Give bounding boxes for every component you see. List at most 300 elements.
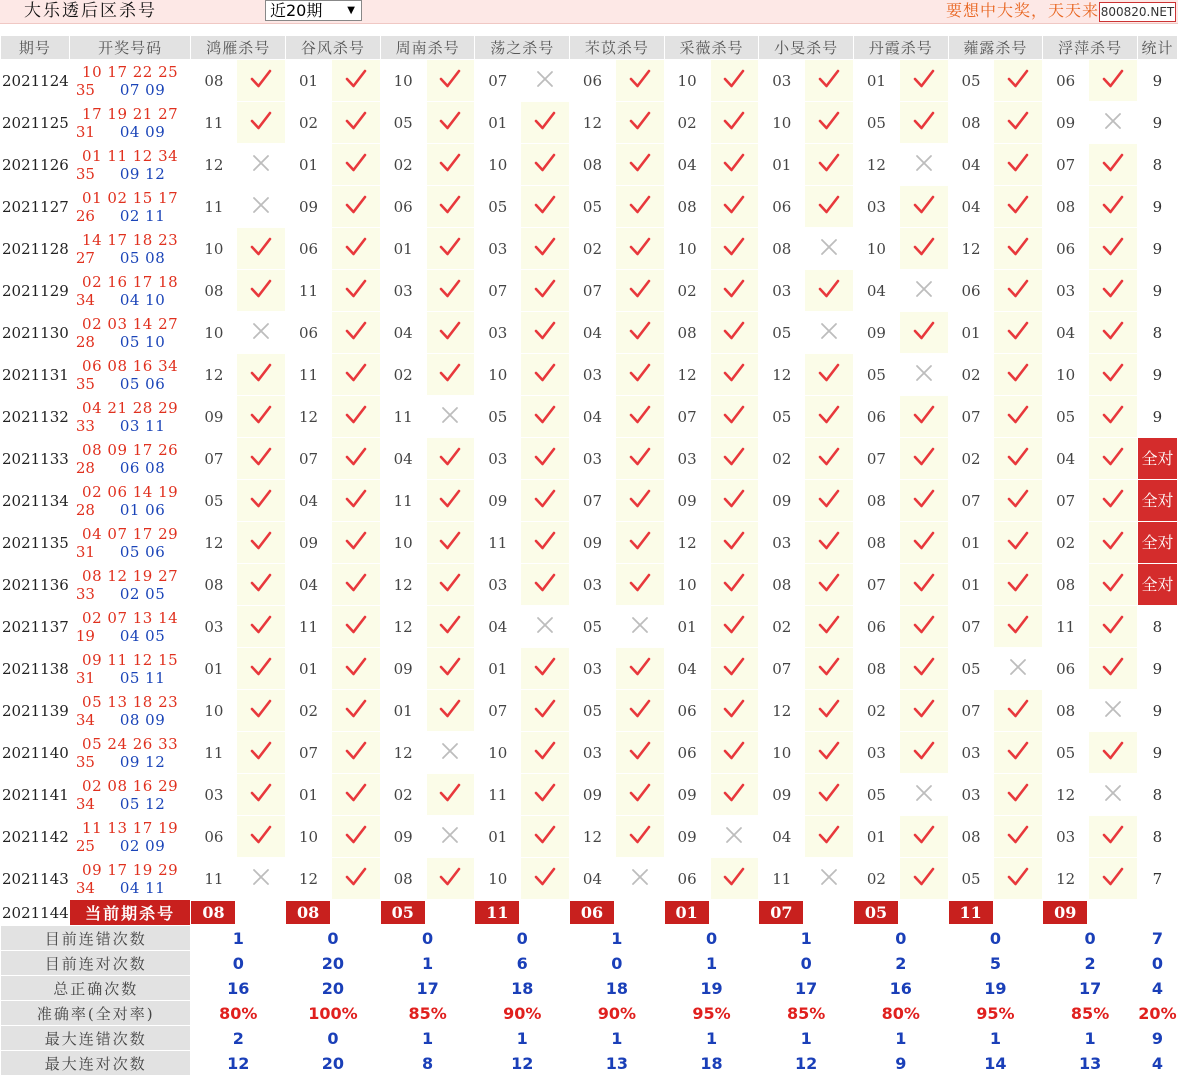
kill-number: 02 [664,270,710,312]
result-cell [331,690,380,732]
kill-number: 12 [570,816,616,858]
result-cell [805,522,854,564]
result-cell [994,228,1043,270]
result-cell [237,690,286,732]
check-icon [533,655,557,679]
check-icon [912,109,936,133]
result-cell [1089,480,1138,522]
check-icon [533,403,557,427]
check-icon [912,235,936,259]
front-number-last: 34 [75,794,95,813]
issue-number: 2021139 [1,690,70,732]
check-icon [722,697,746,721]
kill-number: 07 [948,480,994,522]
draw-numbers [69,102,191,144]
table-row [1,774,1178,816]
result-cell [237,60,286,102]
result-cell [331,732,380,774]
issue-number: 2021138 [1,648,70,690]
hit-count: 9 [1137,690,1177,732]
result-cell [521,480,570,522]
check-icon [249,487,273,511]
kill-number: 01 [475,816,521,858]
stats-value: 95% [948,1001,1043,1026]
result-cell [237,522,286,564]
stats-value: 90% [475,1001,570,1026]
kill-number: 06 [286,228,332,270]
front-numbers: 01 02 15 17 [82,188,179,207]
stats-value: 85% [380,1001,475,1026]
kill-number: 06 [664,690,710,732]
column-header: 芣苡杀号 [570,36,665,60]
check-icon [1101,739,1125,763]
period-select[interactable] [265,0,362,21]
check-icon [344,697,368,721]
column-header: 期号 [1,36,70,60]
stats-value: 13 [570,1051,665,1076]
stats-value: 1 [664,1026,759,1051]
front-numbers: 05 13 18 23 [82,692,179,711]
check-icon [344,109,368,133]
kill-number: 12 [759,690,805,732]
check-icon [344,865,368,889]
check-icon [628,403,652,427]
cross-icon [438,823,462,847]
draw-numbers [69,732,191,774]
front-numbers: 02 08 16 29 [82,776,179,795]
check-icon [1006,193,1030,217]
issue-number: 2021132 [1,396,70,438]
kill-number: 12 [759,354,805,396]
kill-number: 09 [380,648,426,690]
result-cell [994,648,1043,690]
back-numbers: 05 06 [119,542,166,561]
check-icon [249,571,273,595]
kill-number: 05 [948,858,994,900]
check-icon [438,781,462,805]
check-icon [722,529,746,553]
back-numbers: 05 12 [119,794,166,813]
check-icon [249,823,273,847]
issue-number: 2021140 [1,732,70,774]
back-numbers: 05 11 [119,668,166,687]
check-icon [722,277,746,301]
front-number-last: 25 [75,836,95,855]
kill-number: 12 [948,228,994,270]
check-icon [1101,193,1125,217]
kill-number: 04 [286,564,332,606]
check-icon [249,277,273,301]
check-icon [344,151,368,175]
kill-number: 03 [570,438,616,480]
check-icon [817,277,841,301]
result-cell [710,774,759,816]
check-icon [533,865,557,889]
check-icon [628,193,652,217]
check-icon [628,487,652,511]
stats-value: 1 [1043,1026,1138,1051]
stats-value: 1 [570,926,665,951]
table-row [1,606,1178,648]
result-cell [710,480,759,522]
back-numbers: 03 11 [119,416,166,435]
check-icon [817,193,841,217]
check-icon [1006,151,1030,175]
check-icon [249,445,273,469]
check-icon [344,235,368,259]
check-icon [438,361,462,385]
result-cell [426,396,475,438]
stats-value: 90% [570,1001,665,1026]
kill-number: 08 [759,228,805,270]
check-icon [344,613,368,637]
kill-number: 12 [286,396,332,438]
check-icon [438,277,462,301]
check-icon [344,193,368,217]
hit-count: 9 [1137,102,1177,144]
stats-value: 0 [380,926,475,951]
check-icon [628,739,652,763]
stats-value: 6 [475,951,570,976]
check-icon [438,613,462,637]
check-icon [533,529,557,553]
result-cell [710,102,759,144]
check-icon [533,151,557,175]
result-cell [994,102,1043,144]
check-icon [533,193,557,217]
kill-number: 11 [475,522,521,564]
front-number-last: 35 [75,164,95,183]
kill-number: 01 [853,816,899,858]
draw-numbers [69,438,191,480]
result-cell [237,648,286,690]
check-icon [438,235,462,259]
result-cell [521,816,570,858]
stats-total: 20% [1137,1001,1177,1026]
result-cell [805,816,854,858]
stats-value: 0 [475,926,570,951]
stats-row [1,1026,1178,1051]
stats-value: 20 [286,1051,381,1076]
issue-number: 2021133 [1,438,70,480]
check-icon [344,655,368,679]
check-icon [1006,529,1030,553]
check-icon [817,445,841,469]
kill-number: 02 [380,144,426,186]
check-icon [344,361,368,385]
check-icon [1101,823,1125,847]
check-icon [1101,655,1125,679]
kill-number: 08 [1043,186,1089,228]
table-row [1,816,1178,858]
check-icon [249,67,273,91]
kill-number: 12 [853,144,899,186]
front-numbers: 01 11 12 34 [82,146,179,165]
cross-icon [249,865,273,889]
check-icon [722,109,746,133]
result-cell [805,102,854,144]
check-icon [533,781,557,805]
kill-number: 05 [475,396,521,438]
table-row [1,312,1178,354]
result-cell [1089,396,1138,438]
result-cell [805,774,854,816]
result-cell [710,144,759,186]
result-cell [710,354,759,396]
check-icon [344,529,368,553]
kill-number: 03 [759,270,805,312]
back-numbers: 04 10 [119,290,166,309]
stats-value: 1 [380,951,475,976]
check-icon [438,151,462,175]
kill-number: 08 [948,816,994,858]
kill-number: 04 [759,816,805,858]
column-header: 周南杀号 [380,36,475,60]
check-icon [912,655,936,679]
site-badge[interactable]: 800820.NET [1099,2,1176,22]
column-header: 鸿雁杀号 [191,36,286,60]
check-icon [1101,529,1125,553]
result-cell [899,186,948,228]
check-icon [533,277,557,301]
check-icon [344,739,368,763]
result-cell [426,522,475,564]
result-cell [237,144,286,186]
result-cell [994,438,1043,480]
result-cell [521,606,570,648]
result-cell [521,438,570,480]
kill-number: 06 [380,186,426,228]
kill-number: 05 [948,648,994,690]
result-cell [426,732,475,774]
check-icon [817,361,841,385]
result-cell [805,858,854,900]
result-cell [521,648,570,690]
check-icon [817,697,841,721]
check-icon [912,403,936,427]
kill-number: 01 [380,228,426,270]
check-icon [912,865,936,889]
hit-count: 9 [1137,186,1177,228]
draw-numbers [69,228,191,270]
stats-value: 12 [759,1051,854,1076]
check-icon [438,67,462,91]
back-numbers: 09 12 [119,752,166,771]
stats-value: 12 [475,1051,570,1076]
result-cell [710,186,759,228]
result-cell [521,858,570,900]
kill-number: 12 [380,564,426,606]
stats-value: 0 [948,926,1043,951]
result-cell [615,606,664,648]
cross-icon [249,193,273,217]
result-cell [805,228,854,270]
check-icon [1006,67,1030,91]
result-cell [615,690,664,732]
result-cell [994,522,1043,564]
table-row [1,564,1178,606]
result-cell [805,648,854,690]
check-icon [817,67,841,91]
kill-number: 05 [570,186,616,228]
stats-value: 5 [948,951,1043,976]
front-number-last: 28 [75,500,95,519]
current-kill-number: 09 [1043,901,1087,924]
kill-number: 10 [286,816,332,858]
stats-value: 0 [570,951,665,976]
result-cell [994,270,1043,312]
result-cell [237,396,286,438]
stats-value: 2 [1043,951,1138,976]
kill-number: 07 [948,690,994,732]
check-icon [344,403,368,427]
front-number-last: 27 [75,248,95,267]
cross-icon [1101,109,1125,133]
kill-number: 02 [664,102,710,144]
front-number-last: 34 [75,290,95,309]
stats-value: 80% [191,1001,286,1026]
result-cell [426,312,475,354]
table-row [1,396,1178,438]
stats-value: 1 [759,1026,854,1051]
kill-number: 11 [191,858,237,900]
draw-numbers [69,312,191,354]
check-icon [1101,865,1125,889]
front-numbers: 05 24 26 33 [82,734,179,753]
result-cell [710,228,759,270]
back-numbers: 09 12 [119,164,166,183]
result-cell [237,102,286,144]
kill-number: 03 [570,732,616,774]
check-icon [249,235,273,259]
stats-label: 目前连对次数 [1,951,191,976]
kill-number: 03 [475,438,521,480]
check-icon [438,697,462,721]
check-icon [912,193,936,217]
front-numbers: 02 06 14 19 [82,482,179,501]
kill-number: 07 [286,732,332,774]
result-cell [710,732,759,774]
kill-number: 04 [475,606,521,648]
front-number-last: 31 [75,668,95,687]
check-icon [344,277,368,301]
kill-number: 03 [948,774,994,816]
kill-number: 07 [948,396,994,438]
check-icon [533,319,557,343]
result-cell [710,60,759,102]
result-cell [994,774,1043,816]
kill-number: 04 [286,480,332,522]
check-icon [1101,361,1125,385]
check-icon [344,487,368,511]
kill-number: 10 [664,564,710,606]
stats-value: 80% [853,1001,948,1026]
kill-number: 11 [286,354,332,396]
stats-value: 1 [664,951,759,976]
result-cell [521,690,570,732]
result-cell [805,312,854,354]
result-cell [237,732,286,774]
current-kill-number: 08 [191,901,235,924]
check-icon [722,193,746,217]
result-cell [331,144,380,186]
kill-number: 08 [1043,564,1089,606]
stats-value: 17 [1043,976,1138,1001]
result-cell [615,438,664,480]
draw-numbers [69,144,191,186]
result-cell [331,102,380,144]
kill-number: 05 [380,102,426,144]
stats-value: 14 [948,1051,1043,1076]
kill-number: 09 [570,774,616,816]
kill-number: 02 [759,606,805,648]
check-icon [1006,823,1030,847]
issue-number: 2021129 [1,270,70,312]
result-cell [899,312,948,354]
result-cell [994,732,1043,774]
stats-value: 85% [759,1001,854,1026]
result-cell [899,354,948,396]
kill-number: 10 [191,312,237,354]
result-cell [994,354,1043,396]
kill-number: 07 [1043,480,1089,522]
kill-number: 02 [286,102,332,144]
front-number-last: 35 [75,752,95,771]
result-cell [805,144,854,186]
hit-count: 8 [1137,774,1177,816]
result-cell [994,606,1043,648]
hit-count: 9 [1137,648,1177,690]
front-number-last: 34 [75,878,95,897]
result-cell [1089,564,1138,606]
stats-value: 0 [853,926,948,951]
draw-numbers [69,774,191,816]
front-numbers: 04 07 17 29 [82,524,179,543]
kill-number: 04 [853,270,899,312]
result-cell [899,522,948,564]
cross-icon [249,319,273,343]
result-cell [615,270,664,312]
back-numbers: 04 11 [119,878,166,897]
check-icon [722,739,746,763]
back-numbers: 01 06 [119,500,166,519]
kill-number: 07 [475,270,521,312]
column-header: 统计 [1137,36,1177,60]
kill-number: 11 [380,480,426,522]
kill-number: 04 [380,312,426,354]
check-icon [344,319,368,343]
result-cell [710,522,759,564]
result-cell [710,648,759,690]
issue-number: 2021134 [1,480,70,522]
result-cell [1089,732,1138,774]
kill-number: 12 [664,522,710,564]
current-kill-number: 11 [949,901,993,924]
check-icon [817,403,841,427]
kill-number: 11 [191,186,237,228]
current-kill-number: 05 [854,901,898,924]
result-cell [426,186,475,228]
stats-value: 20 [286,976,381,1001]
check-icon [722,67,746,91]
check-icon [912,823,936,847]
column-header: 丹霞杀号 [853,36,948,60]
issue-number: 2021142 [1,816,70,858]
check-icon [817,151,841,175]
issue-number: 2021127 [1,186,70,228]
check-icon [722,571,746,595]
stats-total: 9 [1137,1026,1177,1051]
